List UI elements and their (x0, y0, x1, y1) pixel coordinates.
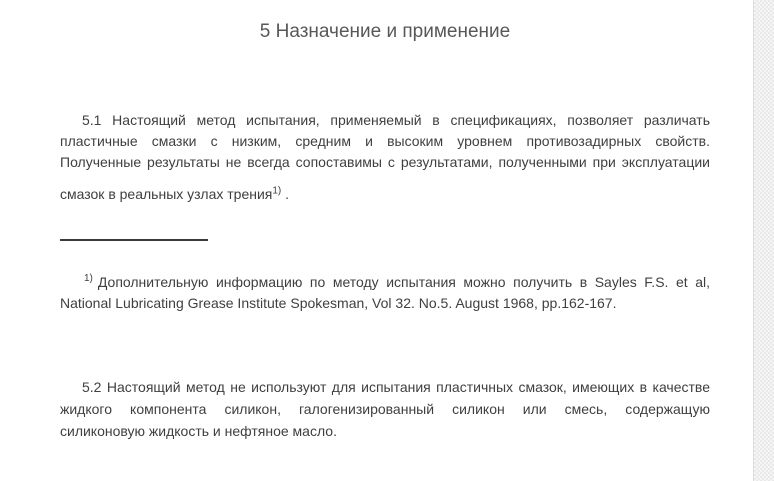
paragraph-line: жидкого компонента силикон, галогенизированный силикон или смесь, содержащую (60, 401, 710, 417)
document-content (60, 0, 710, 442)
footnote-line: National Lubricating Grease Institute Spokesman, Vol 32. No.5. August 1968, pp.162-167. (60, 295, 617, 311)
paragraph-line-tail: . (281, 186, 290, 202)
footnote (60, 272, 710, 314)
paragraph-line: силиконовую жидкость и нефтяное масло. (60, 423, 337, 439)
paragraph-line-text: смазок в реальных узлах трения (60, 186, 273, 202)
paragraph-line: Полученные результаты не всегда сопоставимы с результатами, полученными при эксплуатации (60, 154, 710, 170)
paragraph-5-2 (60, 376, 710, 442)
footnote-separator (60, 239, 208, 241)
paragraph-line: 5.2 Настоящий метод не используют для испытания пластичных смазок, имеющих в качестве (82, 379, 710, 395)
paragraph-line: пластичные смазки с низким, средним и высоким уровнем противозадирных свойств. (60, 133, 710, 149)
footnote-reference-marker: 1) (272, 185, 282, 197)
footnote-line-text: Дополнительную информацию по методу испытания можно получить в Sayles F.S. et al, (97, 274, 710, 290)
section-title: 5 Назначение и применение (259, 21, 511, 42)
footnote-marker: 1) (84, 273, 93, 285)
paragraph-line: 5.1 Настоящий метод испытания, применяемый в спецификациях, позволяет различать (82, 112, 710, 128)
footnote-line (60, 272, 710, 293)
paragraph-5-1 (60, 110, 710, 205)
document-edge-strip (753, 0, 774, 481)
paragraph-line (60, 184, 710, 205)
